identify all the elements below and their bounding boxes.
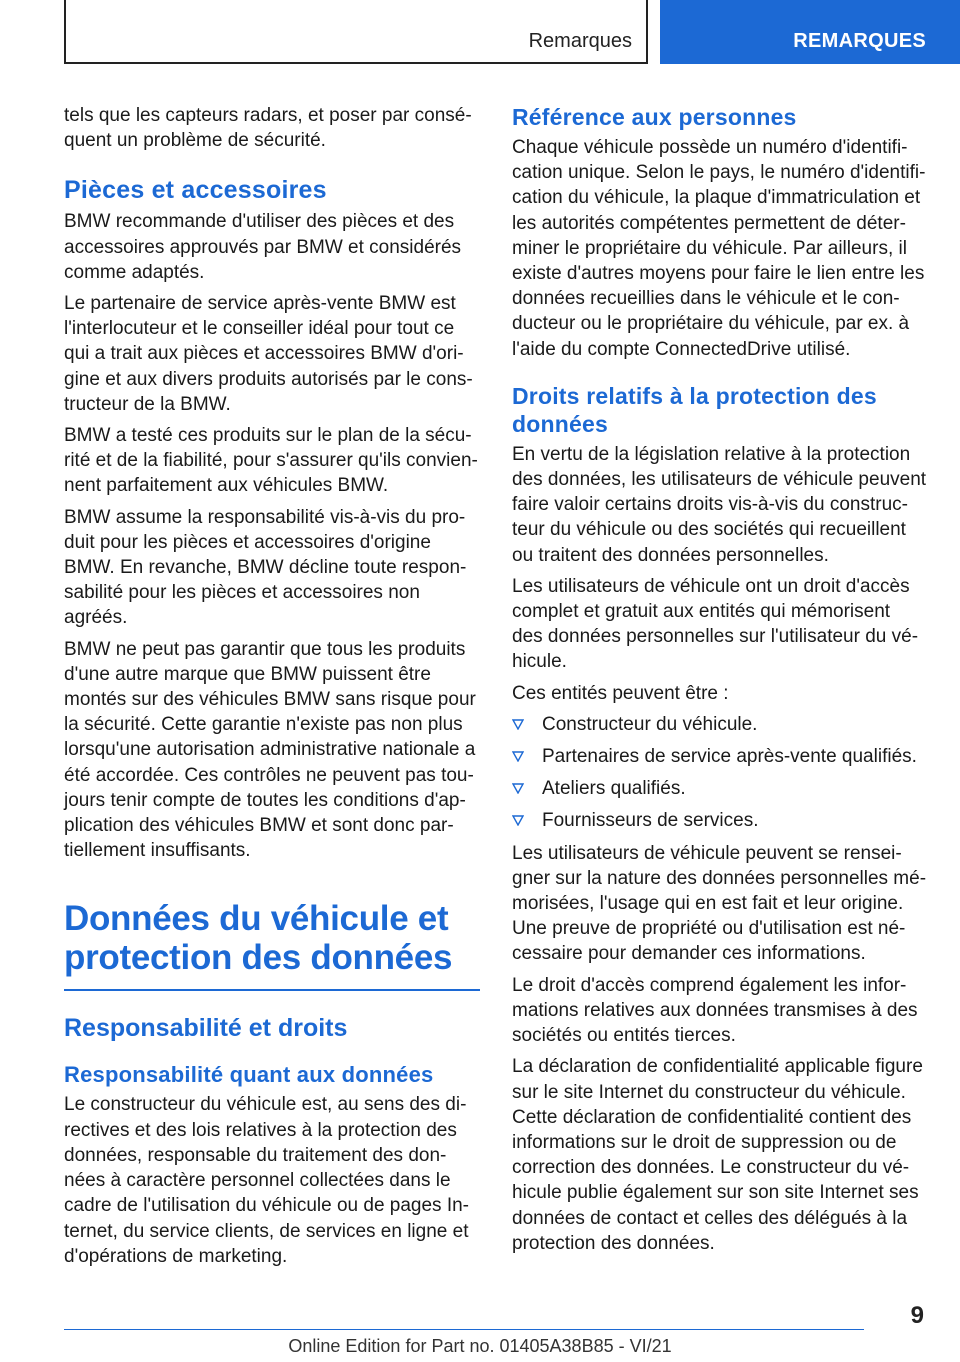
persons-heading: Référence aux personnes bbox=[512, 104, 797, 130]
left-column bbox=[64, 103, 478, 1275]
parts-paragraph-2: Le partenaire de service après-vente BMW est l'interlocuteur et le conseiller idéal pour tout ce qui a trait aux pièces et accessoires BMW d'ori‐ gine et aux divers produits autorisés par le cons‐ tructeur de la BMW. bbox=[64, 293, 473, 415]
entities-list bbox=[512, 712, 928, 834]
parts-paragraph-3: BMW a testé ces produits sur le plan de la sécu‐ rité et de la fiabilité, pour s'assurer qu'ils convien‐ nent parfaitement aux véhicules BMW. bbox=[64, 425, 478, 497]
list-item bbox=[512, 744, 928, 769]
triangle-bullet-icon bbox=[512, 751, 524, 762]
rights-paragraph-3: Ces entités peuvent être : bbox=[512, 682, 729, 704]
chapter-title bbox=[64, 899, 478, 977]
footer-edition: Online Edition for Part no. 01405A38B85 - VI/21 bbox=[288, 1336, 672, 1356]
triangle-bullet-icon bbox=[512, 815, 524, 826]
persons-paragraph: Chaque véhicule possède un numéro d'identifi‐ cation unique. Selon le pays, le numéro d'identifi‐ cation du véhicule, la plaque d'immatriculation et les autorités compétentes permettent de déter‐ miner le propriétaire du véhicule. Par ailleurs, il existe d'autres moyens pour faire le lien entre les données recueillies dans le véhicule et le con‐ ducteur ou le propriétaire du véhicule, par ex. à l'aide du compte ConnectedDrive utilisé. bbox=[512, 137, 926, 360]
running-header-frame bbox=[64, 0, 648, 64]
list-item bbox=[512, 712, 928, 737]
footer-rule bbox=[64, 1329, 864, 1330]
list-item-text: Ateliers qualifiés. bbox=[542, 778, 686, 800]
parts-heading: Pièces et accessoires bbox=[64, 176, 327, 205]
parts-paragraph-4: BMW assume la responsabilité vis-à-vis du pro‐ duit pour les pièces et accessoires d'origine BMW. En revanche, BMW décline toute respon‐ sabilité pour les pièces et accessoires non agréés. bbox=[64, 506, 467, 629]
rights-paragraph-2: Les utilisateurs de véhicule ont un droit d'accès complet et gratuit aux entités qui mémorisent des données personnelles sur l'utilisateur du vé‐ hicule. bbox=[512, 575, 919, 673]
list-item-text: Constructeur du véhicule. bbox=[542, 713, 758, 735]
closing-paragraph-3: La déclaration de confidentialité applicable figure sur le site Internet du constructeur du véhicule. Cette déclaration de confidentialité contient des informations sur le droit de suppression ou de correction des données. Le constructeur du vé‐ hicule publie également sur son site Internet ses données de contact et celles des délégués à la protection des données. bbox=[512, 1056, 923, 1254]
responsibility-heading: Responsabilité et droits bbox=[64, 1014, 348, 1043]
right-column bbox=[512, 103, 928, 1262]
chapter-title-rule bbox=[64, 989, 480, 991]
data-responsibility-paragraph: Le constructeur du véhicule est, au sens des di‐ rectives et des lois relatives à la protection des données, responsable du traitement des don‐ nées à caractère personnel collectées dans le cadre de l'utilisation du véhicule ou de pages In‐ ternet, du service clients, de services en ligne et d'opérations de marketing. bbox=[64, 1094, 470, 1267]
triangle-bullet-icon bbox=[512, 783, 524, 794]
triangle-bullet-icon bbox=[512, 719, 524, 730]
parts-paragraph-5: BMW ne peut pas garantir que tous les produits d'une autre marque que BMW puissent être montés sur des véhicules BMW sans risque pour la sécurité. Cette garantie n'existe pas non plus lorsqu'une autorisation administrative nationale a été accordée. Ces contrôles ne peuvent pas tou‐ jours tenir compte de toutes les conditions d'ap‐ plication des véhicules BMW et sont donc par‐ tiellement insuffisants. bbox=[64, 638, 476, 862]
rights-heading-text: Droits relatifs à la protection des données bbox=[512, 382, 877, 437]
parts-paragraph-1: BMW recommande d'utiliser des pièces et des accessoires approuvés par BMW et considérés comme adaptés. bbox=[64, 211, 462, 283]
closing-paragraph-1: Les utilisateurs de véhicule peuvent se rensei‐ gner sur la nature des données personnelles mé‐ morisées, l'usage qui en est fait et leur origine. Une preuve de propriété ou d'utilisation est né‐ cessaire pour demander ces informations. bbox=[512, 842, 927, 965]
closing-paragraph-2: Le droit d'accès comprend également les infor‐ mations relatives aux données transmises à des sociétés ou entités tierces. bbox=[512, 974, 918, 1047]
chapter-title-text: Données du véhicule et protection des données bbox=[64, 899, 453, 978]
intro-paragraph: tels que les capteurs radars, et poser par consé‐ quent un problème de sécurité. bbox=[64, 105, 472, 152]
list-item-text: Partenaires de service après-vente qualifiés. bbox=[542, 746, 917, 768]
chapter-tab bbox=[660, 0, 960, 64]
chapter-tab-label: REMARQUES bbox=[793, 30, 926, 52]
list-item bbox=[512, 808, 928, 833]
rights-paragraph-1: En vertu de la législation relative à la protection des données, les utilisateurs de véhicule peuvent faire valoir certains droits vis-à-vis du construc‐ teur du véhicule ou des sociétés qui recueillent ou traitent des données personnelles. bbox=[512, 443, 927, 566]
list-item-text: Fournisseurs de services. bbox=[542, 810, 759, 832]
page-number: 9 bbox=[910, 1302, 924, 1329]
rights-heading bbox=[512, 382, 928, 438]
running-header-section: Remarques bbox=[528, 30, 632, 52]
list-item bbox=[512, 776, 928, 801]
data-responsibility-heading: Responsabilité quant aux données bbox=[64, 1062, 434, 1088]
